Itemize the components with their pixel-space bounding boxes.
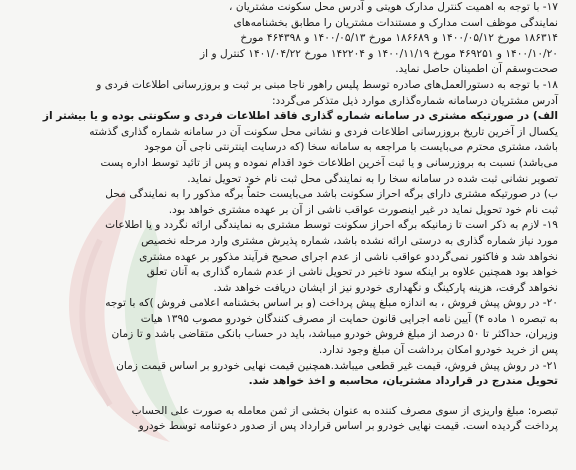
text-line: ۱۸۶۳۱۴ مورخ ۱۴۰۰/۰۵/۱۲ و ۱۸۶۶۸۹ مورخ ۱۴۰۰/۰۵/۱۳ و ۴۶۴۳۹۸ مورخ <box>240 32 558 45</box>
text-line: آدرس مشتریان درسامانه شماره‌گذاری موارد ذیل متذکر می‌گردد: <box>271 94 558 107</box>
text-line: تصویر نشانی ثبت شده در سامانه سخا را به نمایندگی محل ثبت نام خود تحویل نماید. <box>187 172 558 185</box>
text-line: ۲۱- در روش پیش فروش، قیمت غیر قطعی میباشد.همچنین قیمت نهایی خودرو بر اساس قیمت زمان <box>116 359 558 372</box>
text-line: ب) در صورتیکه مشتری دارای برگه احراز سکونت باشد می‌بایست حتماً برگه مذکور را به نمایندگی محل <box>105 188 558 201</box>
text-line: به تبصره ۱ ماده ۴) آیین نامه اجرایی قانون حمایت از مصرف کنندگان خودرو مصوب ۱۳۹۵ هیات <box>140 312 558 325</box>
document-text <box>28 0 558 435</box>
text-line: الف) در صورتیکه مشتری در سامانه شماره گذاری فاقد اطلاعات فردی و سکونتی بوده و یا بیشتر از <box>42 110 558 123</box>
note-line: تبصره: مبلغ واریزی از سوی مصرف کننده به عنوان بخشی از ثمن معامله به صورت علی الحساب <box>131 404 558 417</box>
text-line: ۱۴۰۰/۱۰/۲۰ و ۴۶۹۲۵۱ مورخ ۱۴۰۰/۱۱/۱۹ و ۱۴۲۲۰۴ مورخ ۱۴۰۱/۰۴/۲۲ کنترل و از <box>200 47 558 60</box>
text-line: ۱۸- با توجه به دستورالعمل‌های صادره توسط پلیس راهور ناجا مبنی بر ثبت و بروزرسانی اطلاعات فردی و <box>96 78 558 91</box>
text-line: ثبت نام خود تحویل نماید در غیر اینصورت عواقب ناشی از آن بر عهده مشتری خواهد بود. <box>168 203 558 216</box>
text-line: باشد، مشتری محترم می‌بایست با مراجعه به سامانه سخا (که درسایت اینترنتی ناجی آن موجود <box>144 141 558 154</box>
text-line: صحت‌وسقم آن اطمینان حاصل نماید. <box>395 63 558 76</box>
text-line: وزیران، حداکثر تا ۵۰ درصد از مبلغ فروش خودرو میباشد، باید در حساب بانکی متقاضی باشد و تا زمان <box>111 328 558 341</box>
text-line: پس از خرید خودرو امکان برداشت آن مبلغ وجود ندارد. <box>318 344 558 357</box>
text-line: یکسال از آخرین تاریخ بروزرسانی اطلاعات فردی و نشانی محل سکونت آن در سامانه شماره گذاری گذشته <box>89 125 558 138</box>
text-line: نمایندگی موظف است مدارک و مستندات مشتریان را مطابق بخشنامه‌های <box>233 16 558 29</box>
text-line: نخواهد شد و فاکتور نمی‌گرددو عواقب ناشی از عدم اجرای صحیح فرآیند مذکور بر عهده مشتری <box>139 250 558 263</box>
note-line: پرداخت گردیده است. قیمت نهایی خودرو بر اساس قرارداد پس از صدور دعوتنامه توسط خودرو <box>138 420 558 433</box>
text-line: مورد نیاز شماره گذاری به درستی ارائه نشده باشد، شماره پذیرش مشتری وارد مرحله نخصیص <box>141 234 558 247</box>
text-line: می‌باشد) نسبت به بروزرسانی و یا ثبت آخرین اطلاعات خود اقدام نموده و پس از تائید توسط اداره پست <box>100 156 558 169</box>
text-line: ۲۰- در روش پیش فروش ، به اندازه مبلغ پیش پرداخت (و بر اساس بخشنامه اعلامی فروش )که با توجه <box>105 297 558 310</box>
text-line: ۱۷- با توجه به اهمیت کنترل مدارک هویتی و آدرس محل سکونت مشتریان ، <box>229 1 558 13</box>
text-line: تحویل مندرج در قرارداد مشتریان، محاسبه و اخذ خواهد شد. <box>248 375 558 388</box>
text-line: نخواهد گرفت، هزینه پارکینگ و نگهداری خودرو نیز از ایشان دریافت خواهد شد. <box>213 281 558 294</box>
text-line: خواهد بود همچنین علاوه بر اینکه سود تاخیر در تحویل ناشی از عدم شماره گذاری به آنان تعلق <box>146 266 558 279</box>
text-line: ۱۹- لازم به ذکر است تا زمانیکه برگه احراز سکونت توسط مشتری به نمایندگی ارائه نگردد و یا اطلاعات <box>105 219 558 232</box>
